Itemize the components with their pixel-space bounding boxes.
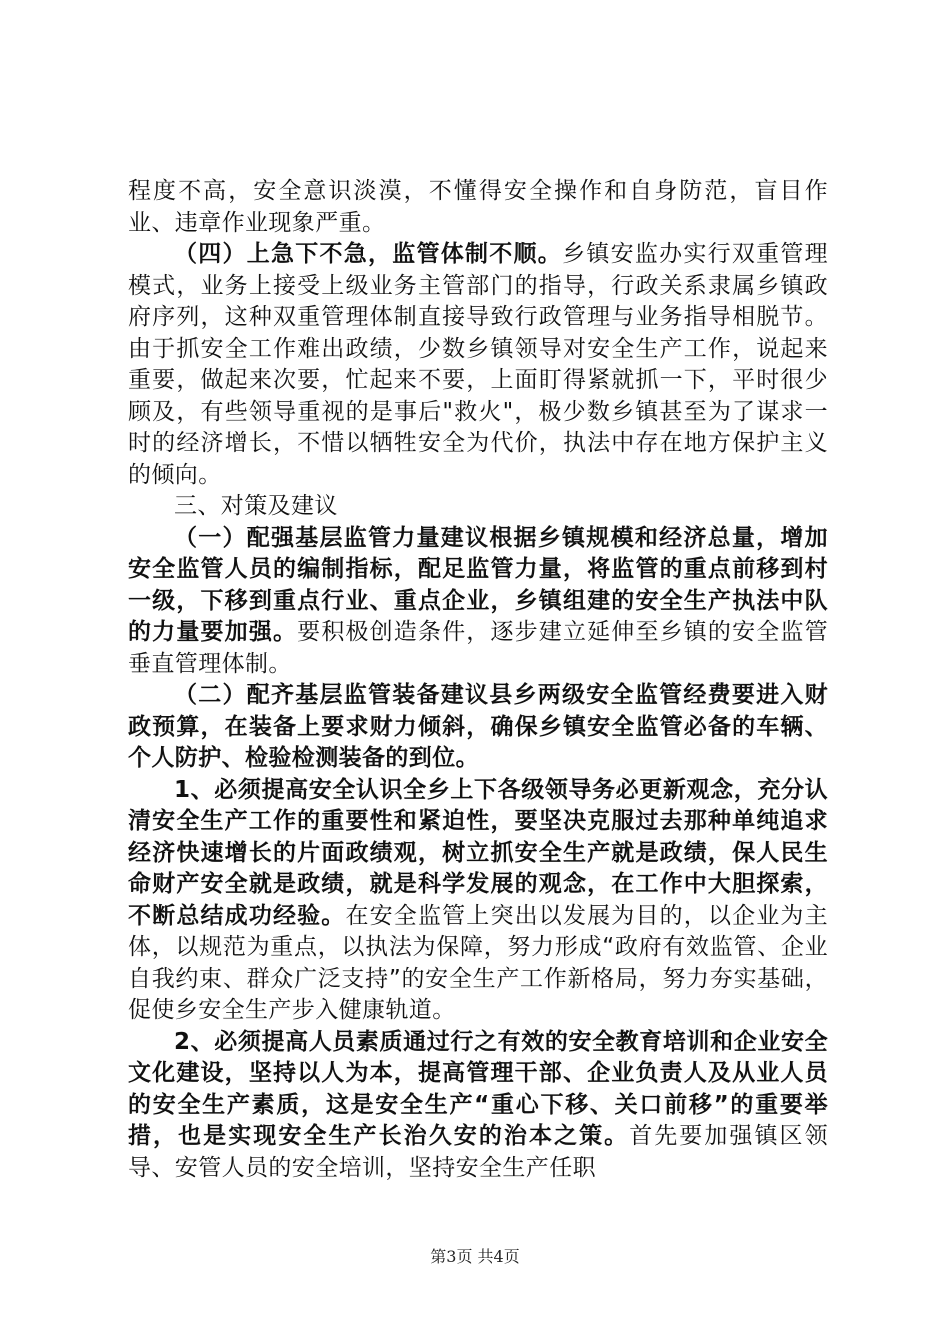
- document-body: [128, 176, 828, 1184]
- paragraph-1: [128, 176, 828, 239]
- paragraph-2-text: 乡镇安监办实行双重管理模式，业务上接受上级业务主管部门的指导，行政关系隶属乡镇政府序列，这种双重管理体制直接导致行政管理与业务指导相脱节。由于抓安全工作难出政绩，少数乡镇领导对安全生产工作，说起来重要，做起来次要，忙起来不要，上面盯得紧就抓一下，平时很少顾及，有些领导重视的是事后"救火"，极少数乡镇甚至为了谋求一时的经济增长，不惜以牺牲安全为代价，执法中存在地方保护主义的倾向。: [128, 241, 828, 488]
- paragraph-6-text: 首先要加强镇区领导、安管人员的安全培训，坚持安全生产任职: [128, 1123, 829, 1181]
- section-heading-text: 三、对策及建议: [174, 493, 338, 519]
- section-heading: [128, 491, 828, 523]
- paragraph-3-lead: （一）配强基层监管力量建议根据乡镇规模和经济总量，增加安全监管人员的编制指标，配足监管力量，将监管的重点前移到村一级，下移到重点行业、重点企业，乡镇组建的安全生产执法中队的力量要加强。: [128, 524, 828, 645]
- paragraph-3: [128, 523, 828, 681]
- paragraph-4-lead: （二）配齐基层监管装备建议县乡两级安全监管经费要进入财政预算，在装备上要求财力倾斜，确保乡镇安全监管必备的车辆、个人防护、检验检测装备的到位。: [128, 682, 828, 771]
- page-footer: 第3页 共4页: [430, 1247, 520, 1266]
- paragraph-2-lead: （四）上急下不急，监管体制不顺。: [174, 241, 563, 267]
- paragraph-4: [128, 680, 828, 775]
- paragraph-6-lead: 2、必须提高人员素质通过行之有效的安全教育培训和企业安全文化建设，坚持以人为本，提高管理干部、企业负责人及从业人员的安全生产素质，这是安全生产“重心下移、关口前移”的重要举措，也是实现安全生产长治久安的治本之策。: [128, 1028, 828, 1149]
- paragraph-1-text: 程度不高，安全意识淡漠，不懂得安全操作和自身防范，盲目作业、违章作业现象严重。: [128, 178, 828, 236]
- paragraph-5-lead: 1、必须提高安全认识全乡上下各级领导务必更新观念，充分认清安全生产工作的重要性和紧迫性，要坚决克服过去那种单纯追求经济快速增长的片面政绩观，树立抓安全生产就是政绩，保人民生命财产安全就是政绩，就是科学发展的观念，在工作中大胆探索，不断总结成功经验。: [128, 776, 828, 929]
- paragraph-6: [128, 1027, 828, 1185]
- paragraph-5-text: 在安全监管上突出以发展为目的，以企业为主体，以规范为重点，以执法为保障，努力形成“政府有效监管、企业自我约束、群众广泛支持”的安全生产工作新格局，努力夯实基础，促使乡安全生产步入健康轨道。: [128, 902, 828, 1023]
- paragraph-2: [128, 239, 828, 491]
- paragraph-3-text: 要积极创造条件，逐步建立延伸至乡镇的安全监管垂直管理体制。: [128, 619, 828, 677]
- paragraph-5: [128, 775, 828, 1027]
